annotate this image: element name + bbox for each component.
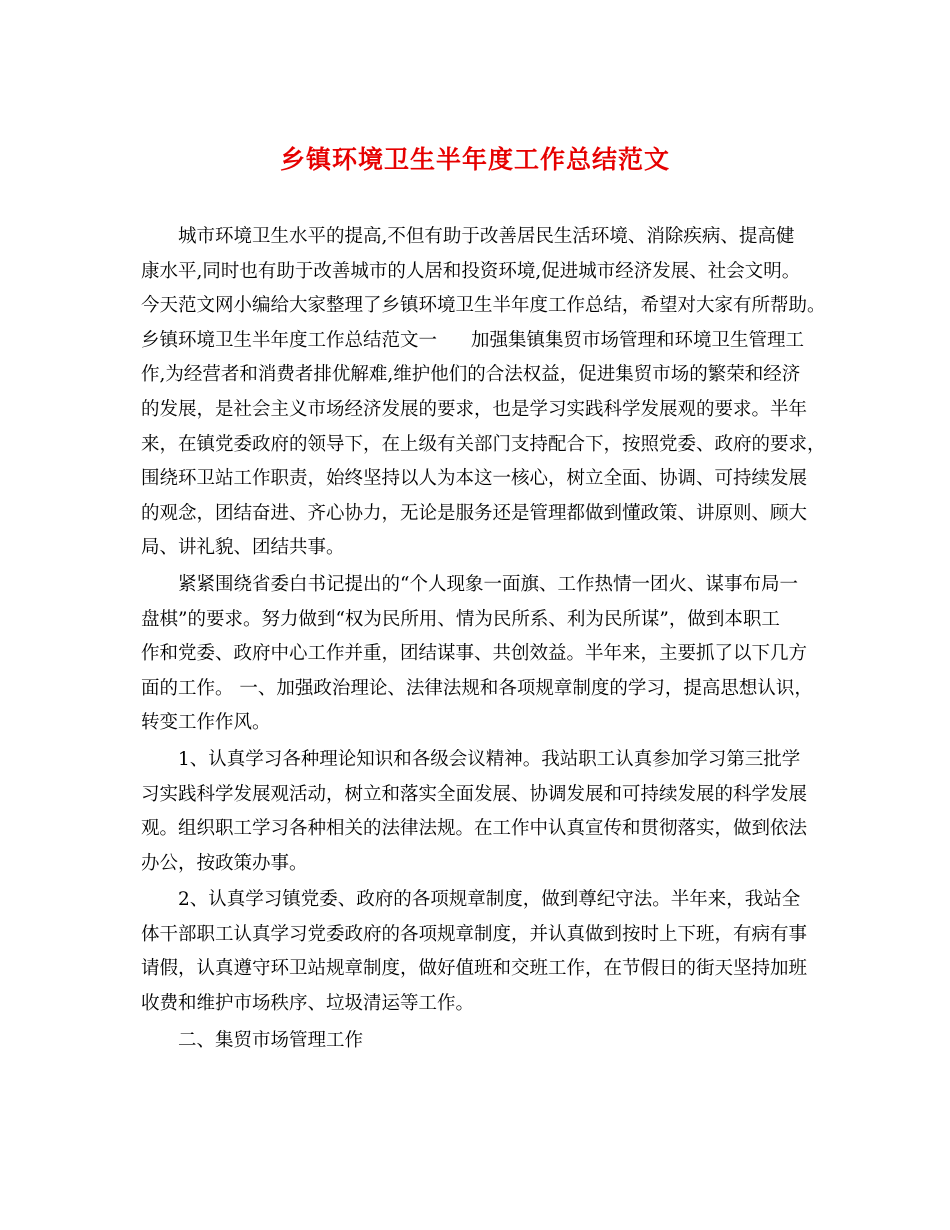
section-heading: 二、集贸市场管理工作 (178, 1029, 364, 1051)
text-line: 的发展，是社会主义市场经济发展的要求，也是学习实践科学发展观的要求。半年 (141, 398, 808, 420)
text-line: 收费和维护市场秩序、垃圾清运等工作。 (141, 993, 475, 1015)
document-body (141, 220, 831, 1058)
text-line: 2、认真学习镇党委、政府的各项规章制度，做到尊纪守法。半年来，我站全 (178, 889, 801, 911)
paragraph (141, 883, 831, 1021)
paragraph (141, 220, 831, 324)
text-line: 来，在镇党委政府的领导下，在上级有关部门支持配合下，按照党委、政府的要求， (141, 433, 826, 455)
document-title: 乡镇环境卫生半年度工作总结范文 (279, 145, 670, 174)
paragraph (141, 568, 831, 741)
text-line: 的观念，团结奋进、齐心协力，无论是服务还是管理都做到懂政策、讲原则、顾大 (141, 502, 808, 524)
text-line: 作和党委、政府中心工作并重，团结谋事、共创效益。半年来，主要抓了以下几方 (141, 643, 808, 665)
paragraph (141, 743, 831, 881)
text-line: 办公，按政策办事。 (141, 852, 308, 874)
text-line: 围绕环卫站工作职责，始终坚持以人为本这一核心，树立全面、协调、可持续发展 (141, 468, 808, 490)
paragraph (141, 324, 831, 566)
text-line: 观。组织职工学习各种相关的法律法规。在工作中认真宣传和贯彻落实，做到依法 (141, 818, 808, 840)
text-line: 盘棋”的要求。努力做到“权为民所用、情为民所系、利为民所谋”，做到本职工 (141, 608, 780, 630)
text-line: 面的工作。 一、加强政治理论、法律法规和各项规章制度的学习，提高思想认识， (141, 677, 813, 699)
text-line: 习实践科学发展观活动，树立和落实全面发展、协调发展和可持续发展的科学发展 (141, 783, 808, 805)
paragraph (141, 1024, 831, 1059)
text-line: 转变工作作风。 (141, 712, 271, 734)
text-line: 体干部职工认真学习党委政府的各项规章制度，并认真做到按时上下班，有病有事 (141, 923, 808, 945)
text-line: 局、讲礼貌、团结共事。 (141, 537, 345, 559)
text-line: 作,为经营者和消费者排优解难,维护他们的合法权益，促进集贸市场的繁荣和经济 (141, 364, 801, 386)
section-heading: 乡镇环境卫生半年度工作总结范文一 (141, 329, 438, 351)
text-line: 紧紧围绕省委白书记提出的“个人现象一面旗、工作热情一团火、谋事布局一 (178, 573, 798, 595)
text-line: 1、认真学习各种理论知识和各级会议精神。我站职工认真参加学习第三批学 (178, 748, 801, 770)
text-line: 城市环境卫生水平的提高,不但有助于改善居民生活环境、消除疾病、提高健 (178, 226, 795, 247)
text-line: 今天范文网小编给大家整理了乡镇环境卫生半年度工作总结，希望对大家有所帮助。 (141, 295, 826, 317)
text-line: 康水平,同时也有助于改善城市的人居和投资环境,促进城市经济发展、社会文明。 (141, 260, 801, 282)
text-line (141, 324, 831, 359)
text-run: 加强集镇集贸市场管理和环境卫生管理工 (471, 329, 805, 351)
text-line: 请假，认真遵守环卫站规章制度，做好值班和交班工作，在节假日的街天坚持加班 (141, 958, 808, 980)
